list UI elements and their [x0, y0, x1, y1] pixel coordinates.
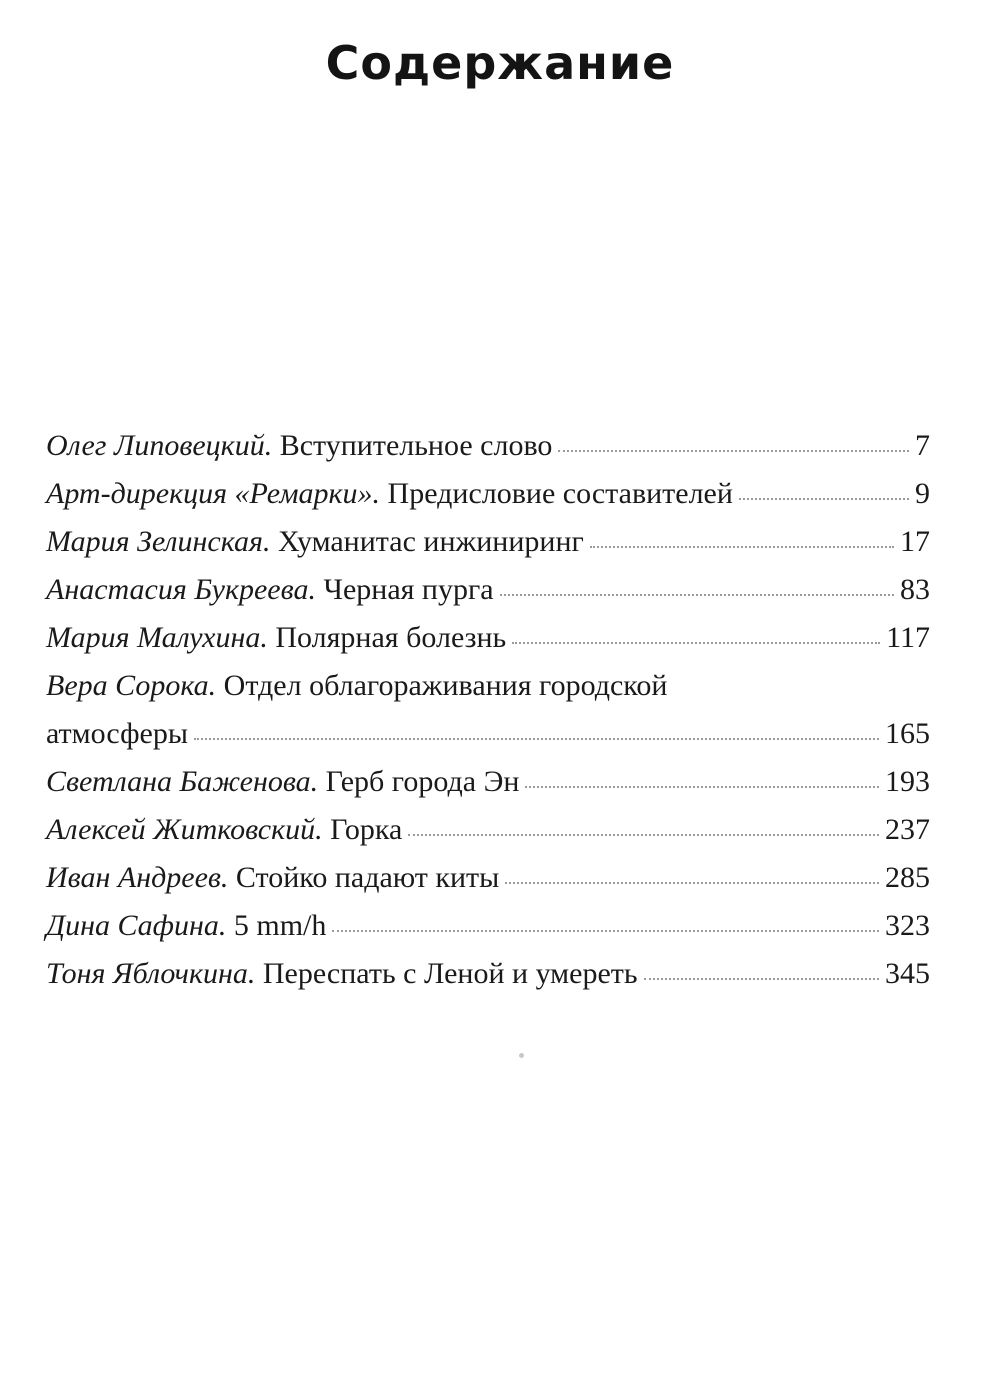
entry-author: Алексей Житковский.	[46, 813, 323, 846]
entry-page-number: 83	[900, 573, 930, 606]
toc-entry[interactable]	[46, 806, 930, 854]
entry-page-number: 237	[885, 813, 930, 846]
entry-title: Герб города Эн	[325, 765, 520, 798]
toc-entry[interactable]	[46, 470, 930, 518]
entry-author: Иван Андреев.	[46, 861, 229, 894]
entry-title: Отдел облагораживания городской	[223, 669, 668, 702]
entry-author: Олег Липовецкий.	[46, 429, 273, 462]
entry-author: Светлана Баженова.	[46, 765, 319, 798]
entry-title: Полярная болезнь	[275, 621, 507, 654]
entry-title: Вступительное слово	[279, 429, 553, 462]
toc-entry[interactable]	[46, 950, 930, 998]
print-speck	[519, 1053, 524, 1058]
entry-page-number: 323	[885, 909, 930, 942]
dot-leader	[644, 978, 879, 980]
entry-title: Стойко падают киты	[235, 861, 500, 894]
toc-entry[interactable]	[46, 518, 930, 566]
page-title: Содержание	[325, 36, 675, 90]
dot-leader	[408, 834, 879, 836]
entry-title: Горка	[330, 813, 403, 846]
toc-entry[interactable]	[46, 422, 930, 470]
entry-page-number: 285	[885, 861, 930, 894]
entry-author: Тоня Яблочкина.	[46, 957, 256, 990]
entry-page-number: 165	[885, 717, 930, 750]
entry-page-number: 17	[900, 525, 930, 558]
entry-title: Предисловие составителей	[387, 477, 733, 510]
entry-author: Дина Сафина.	[46, 909, 227, 942]
entry-page-number: 7	[915, 429, 930, 462]
entry-author: Мария Малухина.	[46, 621, 268, 654]
entry-author: Мария Зелинская.	[46, 525, 271, 558]
dot-leader	[505, 882, 879, 884]
entry-title-continuation: атмосферы	[46, 717, 188, 750]
toc-entry[interactable]	[46, 902, 930, 950]
entry-page-number: 9	[915, 477, 930, 510]
dot-leader	[590, 546, 894, 548]
entry-title: Хуманитас инжиниринг	[277, 525, 584, 558]
entry-title: 5 mm/h	[233, 909, 327, 942]
dot-leader	[558, 450, 909, 452]
toc-entry[interactable]	[46, 566, 930, 614]
entry-author: Вера Сорока.	[46, 669, 217, 702]
entry-page-number: 345	[885, 957, 930, 990]
dot-leader	[500, 594, 894, 596]
entry-author: Арт-дирекция «Ремарки».	[46, 477, 381, 510]
table-of-contents	[46, 422, 930, 998]
dot-leader	[512, 642, 880, 644]
toc-entry-multiline[interactable]	[46, 662, 930, 758]
dot-leader	[332, 930, 879, 932]
dot-leader	[194, 738, 879, 740]
dot-leader	[739, 498, 909, 500]
entry-author: Анастасия Букреева.	[46, 573, 316, 606]
toc-entry[interactable]	[46, 854, 930, 902]
entry-title: Черная пурга	[323, 573, 494, 606]
entry-title: Переспать с Леной и умереть	[262, 957, 638, 990]
entry-page-number: 193	[885, 765, 930, 798]
dot-leader	[525, 786, 879, 788]
entry-page-number: 117	[886, 621, 930, 654]
toc-entry[interactable]	[46, 614, 930, 662]
toc-entry[interactable]	[46, 758, 930, 806]
